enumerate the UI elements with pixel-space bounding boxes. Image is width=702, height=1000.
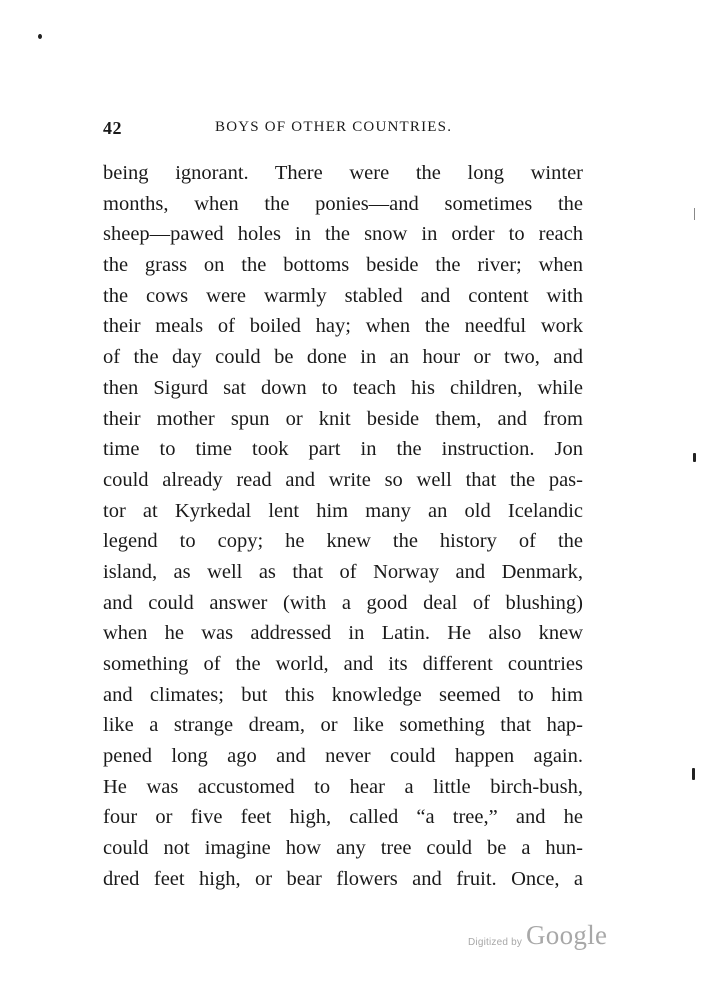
watermark-prefix: Digitized by (468, 937, 523, 948)
text-line: could already read and write so well that the pas- (103, 468, 583, 491)
page-number: 42 (103, 118, 122, 138)
text-line: being ignorant. There were the long winter (103, 162, 583, 184)
text-line: could not imagine how any tree could be a hun- (103, 837, 583, 860)
scan-speck (38, 34, 42, 39)
text-line: tor at Kyrkedal lent him many an old Icelandic (103, 499, 583, 522)
text-line: sheep—pawed holes in the snow in order to reach (103, 223, 583, 246)
text-line: the grass on the bottoms beside the river; when (103, 254, 583, 277)
text-line: like a strange dream, or like something that hap- (103, 714, 583, 737)
text-line: something of the world, and its different countries (103, 653, 583, 675)
scan-speck (694, 208, 695, 220)
text-line: of the day could be done in an hour or two, and (103, 346, 583, 369)
scan-speck (693, 453, 696, 462)
text-line: when he was addressed in Latin. He also knew (103, 622, 583, 645)
text-line: their meals of boiled hay; when the needful work (103, 315, 583, 338)
text-line: and could answer (with a good deal of blushing) (103, 591, 583, 614)
text-line: then Sigurd sat down to teach his children, while (103, 376, 583, 399)
body-text (103, 158, 583, 895)
text-line: four or five feet high, called “a tree,” and he (103, 806, 583, 829)
text-line: the cows were warmly stabled and content with (103, 284, 583, 307)
text-line: island, as well as that of Norway and Denmark, (103, 560, 583, 583)
text-line: months, when the ponies—and sometimes the (103, 192, 583, 215)
text-line: He was accustomed to hear a little birch-bush, (103, 775, 583, 798)
digitized-watermark (468, 920, 618, 956)
page-header (103, 118, 583, 142)
text-line: and climates; but this knowledge seemed to him (103, 683, 583, 706)
text-line: time to time took part in the instruction. Jon (103, 438, 583, 461)
scan-speck (692, 768, 695, 780)
text-line: dred feet high, or bear flowers and fruit. Once, a (103, 867, 583, 890)
text-line: their mother spun or knit beside them, and from (103, 407, 583, 430)
text-line: legend to copy; he knew the history of the (103, 530, 583, 553)
text-line: pened long ago and never could happen again. (103, 745, 583, 768)
running-head: BOYS OF OTHER COUNTRIES. (215, 119, 453, 135)
google-logo: Google (526, 920, 608, 950)
